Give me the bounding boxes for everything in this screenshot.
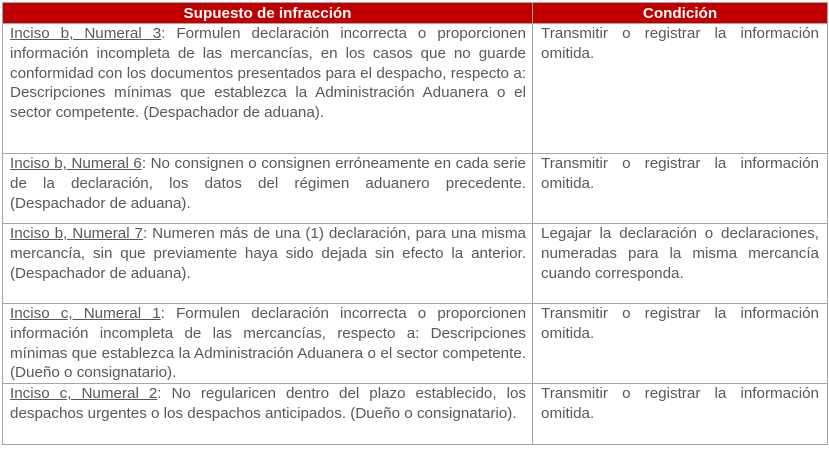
- infraction-description: : Formulen declaración incorrecta o proporcionen información incompleta de las mercancías, en los casos que no guarde conformidad con los documentos presentados para el despacho, respecto a: Descripciones mínimas que establezca la Administración Aduanera o el sector competente. (Despachador de aduana).: [10, 25, 527, 122]
- infraction-cell: [3, 154, 533, 224]
- header-condition: Condición: [533, 3, 828, 24]
- header-infraction: Supuesto de infracción: [3, 3, 533, 24]
- infraction-description: : No regularicen dentro del plazo establecido, los despachos urgentes o los despachos anticipados. (Dueño o consignatario).: [10, 385, 526, 422]
- condition-cell: Transmitir o registrar la información omitida.: [533, 304, 828, 384]
- infraction-cell: [3, 224, 533, 304]
- infraction-cell: [3, 24, 533, 154]
- infraction-reference: Inciso c, Numeral 2: [10, 385, 158, 403]
- header-row: [3, 3, 828, 24]
- infraction-reference: Inciso b, Numeral 6: [10, 155, 142, 172]
- condition-cell: Transmitir o registrar la información omitida.: [533, 24, 828, 154]
- infraction-description: : Numeren más de una (1) declaración, para una misma mercancía, sin que previamente haya sido dejada sin efecto la anterior. (Despachador de aduana).: [10, 225, 526, 282]
- infractions-table: [2, 2, 828, 445]
- table-row: [3, 304, 828, 384]
- table-row: [3, 224, 828, 304]
- table-row: [3, 24, 828, 154]
- infraction-description: : No consignen o consignen erróneamente en cada serie de la declaración, los datos del régimen aduanero precedente. (Despachador de aduana).: [10, 155, 527, 212]
- condition-cell: Transmitir o registrar la información omitida.: [533, 154, 828, 224]
- infraction-cell: [3, 384, 533, 445]
- condition-cell: Transmitir o registrar la información omitida.: [533, 384, 828, 445]
- infraction-cell: [3, 304, 533, 384]
- condition-cell: Legajar la declaración o declaraciones, numeradas para la misma mercancía cuando corresponda.: [533, 224, 828, 304]
- infraction-reference: Inciso c, Numeral 1: [10, 305, 161, 322]
- table-row: [3, 384, 828, 445]
- infraction-reference: Inciso b, Numeral 3: [10, 25, 162, 42]
- infraction-reference: Inciso b, Numeral 7: [10, 225, 144, 242]
- table-row: [3, 154, 828, 224]
- infraction-description: : Formulen declaración incorrecta o proporcionen información incompleta de las mercancías, respecto a: Descripciones mínimas que establezca la Administración Aduanera o el sector competente. (Dueño o consignatario).: [10, 305, 527, 382]
